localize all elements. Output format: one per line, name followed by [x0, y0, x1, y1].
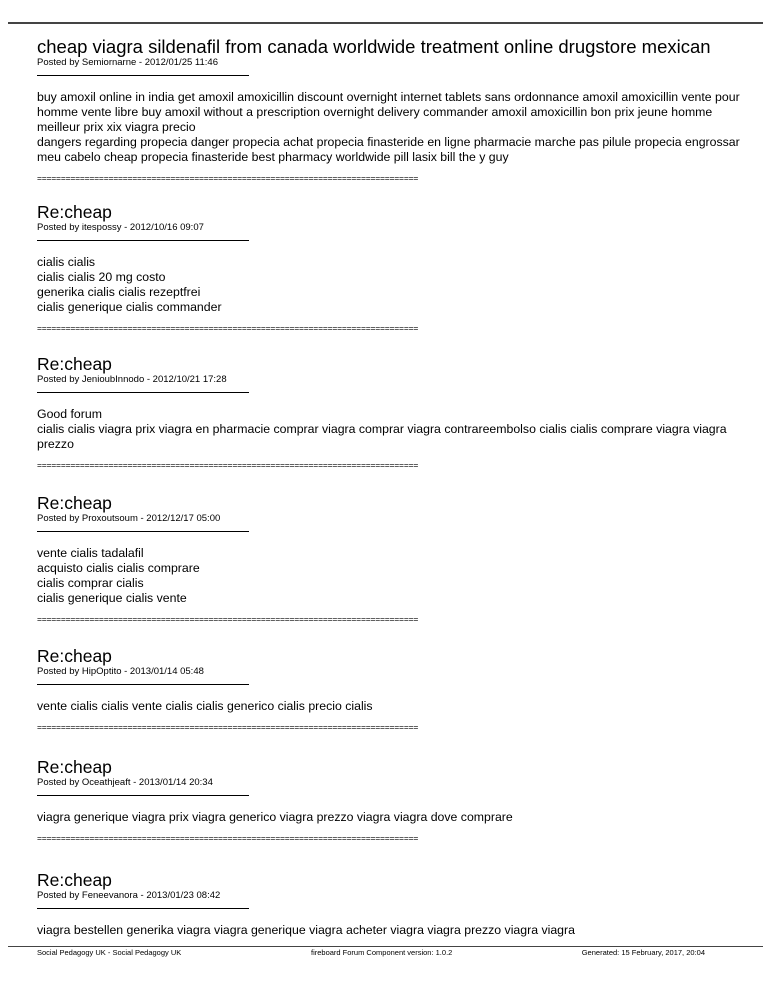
meta-divider [37, 795, 249, 796]
footer-generated-date: Generated: 15 February, 2017, 20:04 [581, 948, 705, 957]
post-title: Re:cheap [37, 646, 112, 666]
meta-divider [37, 240, 249, 241]
post-meta: Posted by Feneevanora - 2013/01/23 08:42 [37, 890, 221, 901]
post-3 [37, 354, 747, 470]
post-meta: Posted by JenioubInnodo - 2012/10/21 17:28 [37, 374, 227, 385]
meta-divider [37, 684, 249, 685]
post-meta: Posted by Semiornarne - 2012/01/25 11:46 [37, 57, 218, 68]
post-body: vente cialis tadalafil acquisto cialis cialis comprare cialis comprar cialis cialis generique cialis vente [37, 546, 200, 605]
post-title: Re:cheap [37, 202, 112, 222]
post-body: cialis cialis cialis cialis 20 mg costo generika cialis cialis rezeptfrei cialis generique cialis commander [37, 255, 222, 314]
meta-divider [37, 531, 249, 532]
post-separator: ================================================================================ [37, 173, 419, 183]
footer-site-name: Social Pedagogy UK - Social Pedagogy UK [37, 948, 182, 957]
post-meta: Posted by Proxoutsoum - 2012/12/17 05:00 [37, 513, 221, 524]
post-2 [37, 202, 747, 333]
post-5 [37, 646, 747, 732]
post-body: viagra generique viagra prix viagra generico viagra prezzo viagra viagra dove comprare [37, 810, 513, 824]
post-body: vente cialis cialis vente cialis cialis generico cialis precio cialis [37, 699, 373, 713]
post-title: Re:cheap [37, 493, 112, 513]
post-title: Re:cheap [37, 354, 112, 374]
footer-component-version: fireboard Forum Component version: 1.0.2 [311, 948, 453, 957]
meta-divider [37, 75, 249, 76]
post-title: cheap viagra sildenafil from canada worldwide treatment online drugstore mexican [37, 36, 711, 57]
post-body: Good forum cialis cialis viagra prix viagra en pharmacie comprar viagra comprar viagra contrareembolso cialis cialis comprare viagra viagra prezzo [37, 407, 727, 451]
post-6 [37, 757, 747, 843]
post-body: viagra bestellen generika viagra viagra generique viagra acheter viagra viagra prezzo viagra viagra [37, 923, 575, 937]
post-body: buy amoxil online in india get amoxil amoxicillin discount overnight internet tablets sans ordonnance amoxil amoxicillin vente pour homme vente libre buy amoxil without a prescription overnight delivery commander amoxil amoxicillin bon prix jeune homme meilleur prix xix viagra precio dangers regarding propecia danger propecia achat propecia finasteride en ligne pharmacie marche pas pilule propecia engrossar meu cabelo cheap propecia finasteride best pharmacy worldwide pill lasix bill the y guy [37, 90, 740, 164]
post-4 [37, 493, 747, 624]
post-separator: ================================================================================ [37, 833, 419, 843]
footer-rule [8, 946, 763, 947]
meta-divider [37, 392, 249, 393]
post-separator: ================================================================================ [37, 460, 419, 470]
top-rule [8, 22, 763, 24]
post-title: Re:cheap [37, 757, 112, 777]
post-meta: Posted by itespossy - 2012/10/16 09:07 [37, 222, 204, 233]
post-separator: ================================================================================ [37, 722, 419, 732]
post-7 [37, 870, 747, 938]
post-title: Re:cheap [37, 870, 112, 890]
post-1 [37, 37, 747, 183]
post-meta: Posted by Oceathjeaft - 2013/01/14 20:34 [37, 777, 213, 788]
meta-divider [37, 908, 249, 909]
post-separator: ================================================================================ [37, 614, 419, 624]
post-meta: Posted by HipOptito - 2013/01/14 05:48 [37, 666, 204, 677]
post-separator: ================================================================================ [37, 323, 419, 333]
